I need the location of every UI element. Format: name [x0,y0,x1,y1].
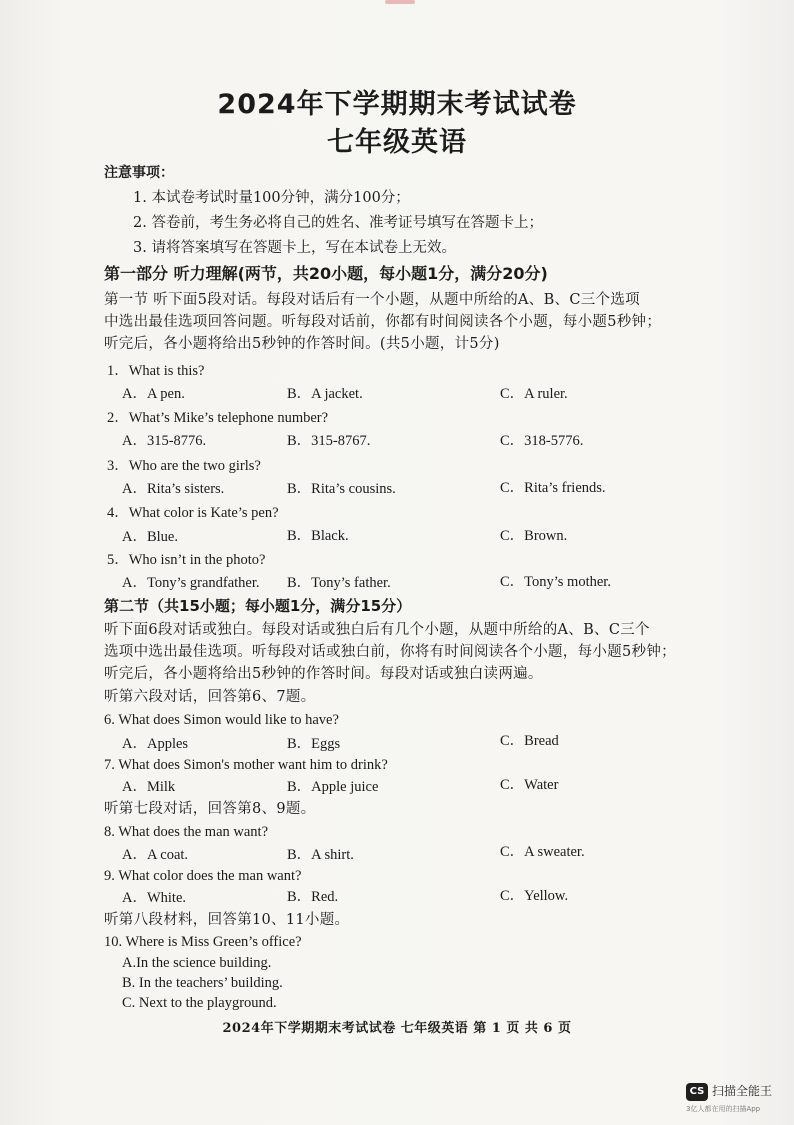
part1-heading: 第一部分 听力理解(两节，共20小题，每小题1分，满分20分) [104,264,548,283]
option-a: A．Milk [122,779,176,795]
top-red-mark [385,0,415,4]
dialogue-instruction: 听第六段对话，回答第6、7题。 [104,689,316,705]
option-c: C．Yellow. [500,888,569,904]
notice-item: 3. 请将答案填写在答题卡上，写在本试卷上无效。 [133,240,456,256]
option-c: C. Next to the playground. [122,995,277,1011]
option-b: B．Red. [287,889,339,905]
notice-item: 2. 答卷前，考生务必将自己的姓名、准考证号填写在答题卡上； [133,215,543,231]
option-b: B．Eggs [287,736,341,752]
camscanner-name: 扫描全能王 [712,1084,773,1098]
section1-instruction: 听完后，各小题将给出5秒钟的作答时间。(共5小题，计5分) [104,336,500,352]
option-b: B. In the teachers’ building. [122,975,283,991]
question-text: 9. What color does the man want? [104,868,302,884]
option-a: A．Apples [122,736,189,752]
option-c: C．Water [500,777,559,793]
section2-instruction: 听完后，各小题将给出5秒钟的作答时间。每段对话或独白读两遍。 [104,666,543,682]
option-a: A．Tony’s grandfather. [122,575,260,591]
exam-title: 2024年下学期期末考试试卷 [217,89,577,120]
option-b: B．Tony’s father. [287,575,391,591]
question-text: 7. What does Simon's mother want him to drink? [104,757,388,773]
section1-instruction: 中选出最佳选项回答问题。听每段对话前，你都有时间阅读各个小题，每小题5秒钟； [104,314,662,330]
notice-item: 1. 本试卷考试时量100分钟，满分100分； [133,190,410,206]
dialogue-instruction: 听第八段材料，回答第10、11小题。 [104,912,350,928]
option-a: A．White. [122,890,187,906]
question-text: 5．Who isn’t in the photo? [107,552,266,568]
option-c: C．Brown. [500,528,568,544]
option-b: B．Rita’s cousins. [287,481,396,497]
question-text: 3．Who are the two girls? [107,458,261,474]
option-b: B．A jacket. [287,386,363,402]
option-b: B．A shirt. [287,847,354,863]
option-b: B．Black. [287,528,349,544]
option-a: A．315-8776. [122,433,207,449]
option-a: A．Blue. [122,529,178,545]
question-text: 2．What’s Mike’s telephone number? [107,410,329,426]
option-c: C．A ruler. [500,386,568,402]
section1-instruction: 第一节 听下面5段对话。每段对话后有一个小题，从题中所给的A、B、C三个选项 [104,292,640,308]
option-a: A.In the science building. [122,955,272,971]
option-c: C．318-5776. [500,433,584,449]
option-c: C．Tony’s mother. [500,574,611,590]
dialogue-instruction: 听第七段对话，回答第8、9题。 [104,801,316,817]
camscanner-slogan: 3亿人都在用的扫描App [686,1105,761,1113]
camscanner-logo-icon: CS [686,1083,708,1101]
page-footer: 2024年下学期期末考试试卷 七年级英语 第 1 页 共 6 页 [222,1021,572,1036]
question-text: 1．What is this? [107,363,205,379]
question-text: 6. What does Simon would like to have? [104,712,339,728]
question-text: 4．What color is Kate’s pen? [107,505,279,521]
option-b: B．315-8767. [287,433,371,449]
option-b: B．Apple juice [287,779,379,795]
option-c: C．Rita’s friends. [500,480,606,496]
option-a: A．A coat. [122,847,189,863]
section2-instruction: 选项中选出最佳选项。听每段对话或独白前，你将有时间阅读各个小题，每小题5秒钟； [104,644,676,660]
exam-subtitle: 七年级英语 [327,127,467,158]
section2-heading: 第二节（共15小题；每小题1分，满分15分） [104,597,412,615]
question-text: 8. What does the man want? [104,824,269,840]
option-c: C．A sweater. [500,844,585,860]
option-a: A．A pen. [122,386,185,402]
section2-instruction: 听下面6段对话或独白。每段对话或独白后有几个小题，从题中所给的A、B、C三个 [104,622,650,638]
notice-heading: 注意事项： [104,165,174,181]
option-c: C．Bread [500,733,559,749]
question-text: 10. Where is Miss Green’s office? [104,934,302,950]
option-a: A．Rita’s sisters. [122,481,225,497]
